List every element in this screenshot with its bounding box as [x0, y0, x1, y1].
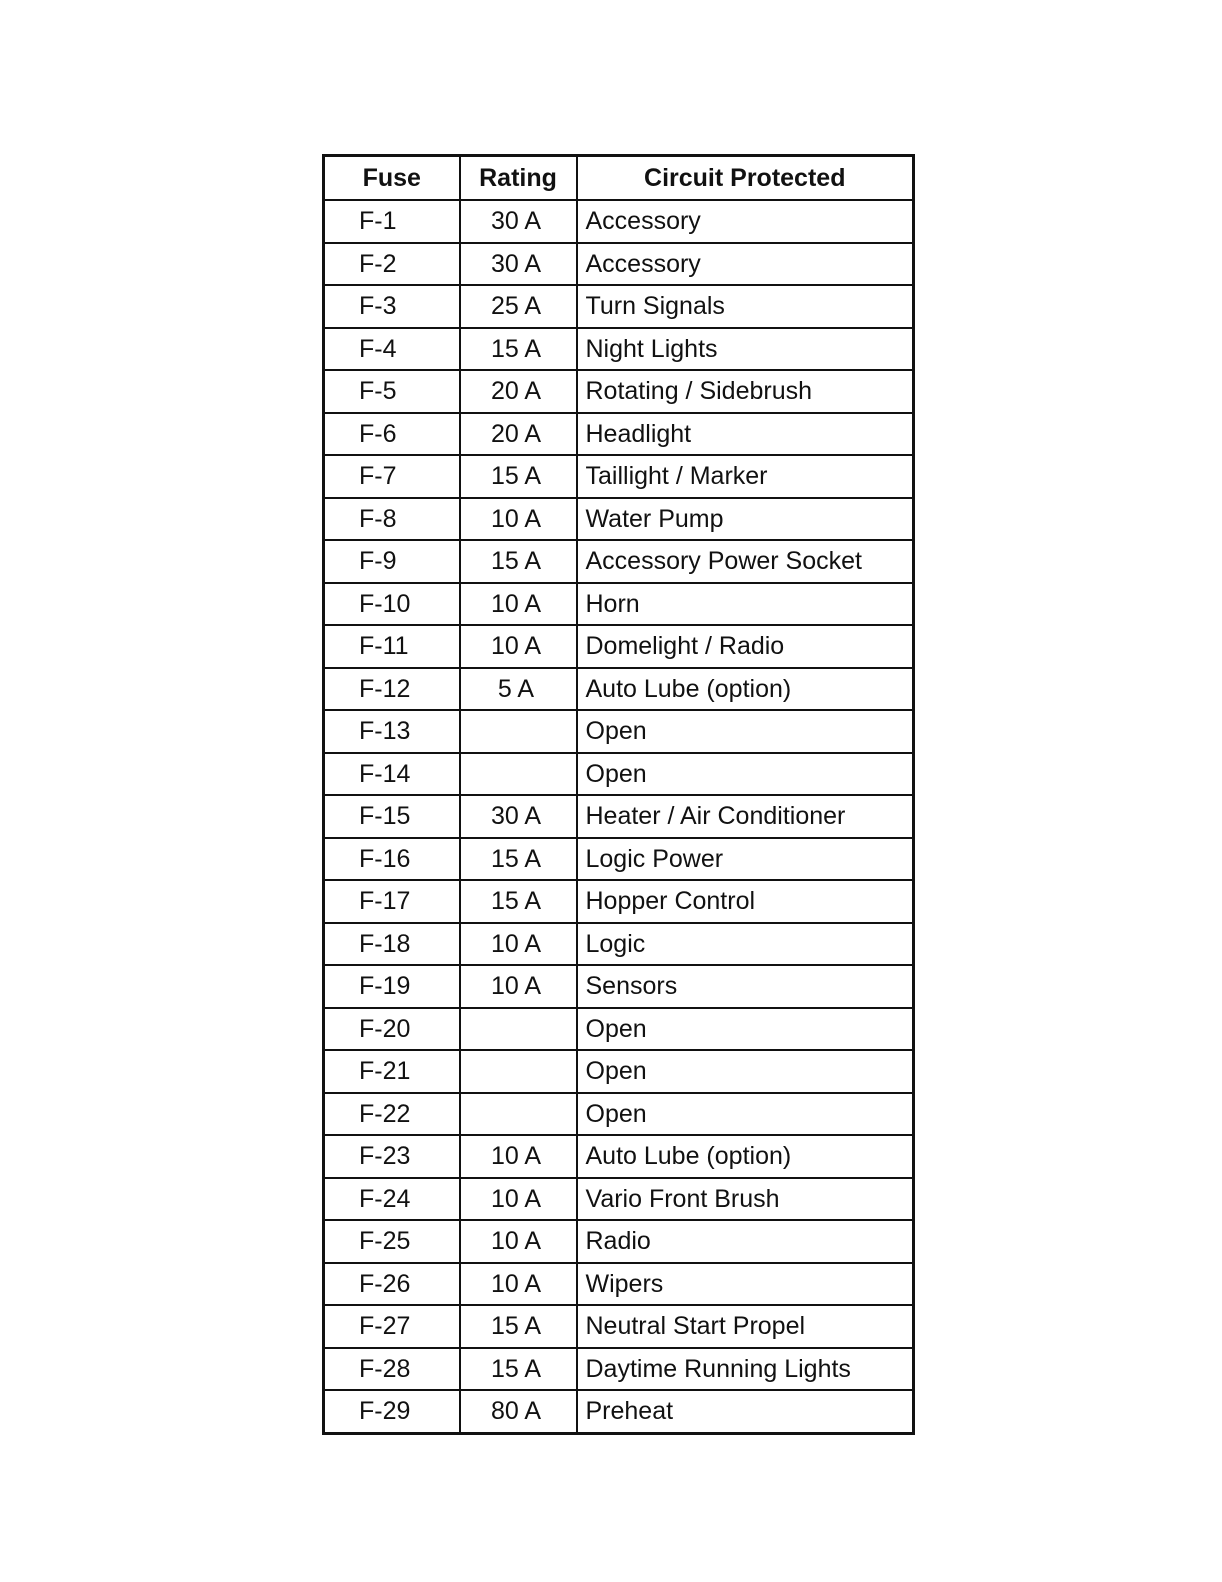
fuse-cell: F-4 [324, 328, 460, 371]
rating-cell: 10 A [460, 1178, 577, 1221]
fuse-cell: F-22 [324, 1093, 460, 1136]
circuit-cell: Open [577, 1050, 914, 1093]
circuit-cell: Night Lights [577, 328, 914, 371]
circuit-cell: Open [577, 710, 914, 753]
rating-cell: 20 A [460, 370, 577, 413]
circuit-cell: Taillight / Marker [577, 455, 914, 498]
table-row [324, 583, 914, 626]
rating-cell: 80 A [460, 1390, 577, 1433]
table-row [324, 243, 914, 286]
circuit-cell: Open [577, 1008, 914, 1051]
rating-cell: 10 A [460, 1135, 577, 1178]
circuit-cell: Open [577, 753, 914, 796]
table-row [324, 1263, 914, 1306]
fuse-cell: F-3 [324, 285, 460, 328]
circuit-cell: Accessory [577, 243, 914, 286]
fuse-cell: F-28 [324, 1348, 460, 1391]
rating-cell: 10 A [460, 965, 577, 1008]
table-row [324, 1305, 914, 1348]
fuse-cell: F-29 [324, 1390, 460, 1433]
rating-cell: 30 A [460, 200, 577, 243]
circuit-cell: Headlight [577, 413, 914, 456]
header-circuit-protected: Circuit Protected [577, 156, 914, 201]
circuit-cell: Heater / Air Conditioner [577, 795, 914, 838]
table-row [324, 880, 914, 923]
fuse-cell: F-27 [324, 1305, 460, 1348]
table-row [324, 795, 914, 838]
fuse-cell: F-15 [324, 795, 460, 838]
table-row [324, 413, 914, 456]
fuse-cell: F-10 [324, 583, 460, 626]
table-row [324, 668, 914, 711]
rating-cell: 10 A [460, 498, 577, 541]
circuit-cell: Daytime Running Lights [577, 1348, 914, 1391]
fuse-cell: F-23 [324, 1135, 460, 1178]
header-fuse: Fuse [324, 156, 460, 201]
table-row [324, 965, 914, 1008]
rating-cell: 10 A [460, 1263, 577, 1306]
fuse-cell: F-19 [324, 965, 460, 1008]
table-row [324, 1008, 914, 1051]
rating-cell: 15 A [460, 1348, 577, 1391]
circuit-cell: Water Pump [577, 498, 914, 541]
circuit-cell: Wipers [577, 1263, 914, 1306]
rating-cell [460, 1008, 577, 1051]
rating-cell [460, 710, 577, 753]
rating-cell: 25 A [460, 285, 577, 328]
fuse-cell: F-16 [324, 838, 460, 881]
rating-cell: 30 A [460, 795, 577, 838]
fuse-cell: F-1 [324, 200, 460, 243]
rating-cell [460, 1050, 577, 1093]
circuit-cell: Open [577, 1093, 914, 1136]
circuit-cell: Vario Front Brush [577, 1178, 914, 1221]
table-row [324, 838, 914, 881]
circuit-cell: Auto Lube (option) [577, 1135, 914, 1178]
rating-cell: 15 A [460, 880, 577, 923]
circuit-cell: Accessory Power Socket [577, 540, 914, 583]
rating-cell [460, 753, 577, 796]
fuse-cell: F-17 [324, 880, 460, 923]
table-row [324, 1390, 914, 1433]
rating-cell: 30 A [460, 243, 577, 286]
circuit-cell: Sensors [577, 965, 914, 1008]
table-row [324, 498, 914, 541]
header-rating: Rating [460, 156, 577, 201]
rating-cell: 10 A [460, 625, 577, 668]
table-row [324, 625, 914, 668]
fuse-cell: F-26 [324, 1263, 460, 1306]
table-header [324, 156, 914, 201]
table-row [324, 200, 914, 243]
fuse-cell: F-6 [324, 413, 460, 456]
circuit-cell: Turn Signals [577, 285, 914, 328]
rating-cell: 10 A [460, 583, 577, 626]
circuit-cell: Hopper Control [577, 880, 914, 923]
fuse-cell: F-7 [324, 455, 460, 498]
circuit-cell: Accessory [577, 200, 914, 243]
table-row [324, 328, 914, 371]
circuit-cell: Rotating / Sidebrush [577, 370, 914, 413]
circuit-cell: Logic Power [577, 838, 914, 881]
rating-cell: 15 A [460, 838, 577, 881]
circuit-cell: Auto Lube (option) [577, 668, 914, 711]
table-row [324, 753, 914, 796]
rating-cell: 15 A [460, 1305, 577, 1348]
circuit-cell: Radio [577, 1220, 914, 1263]
rating-cell: 15 A [460, 455, 577, 498]
rating-cell: 20 A [460, 413, 577, 456]
circuit-cell: Neutral Start Propel [577, 1305, 914, 1348]
table-row [324, 370, 914, 413]
circuit-cell: Logic [577, 923, 914, 966]
table-body [324, 200, 914, 1433]
table-row [324, 1348, 914, 1391]
fuse-cell: F-2 [324, 243, 460, 286]
table-row [324, 540, 914, 583]
rating-cell: 10 A [460, 923, 577, 966]
table-row [324, 285, 914, 328]
fuse-table [322, 154, 915, 1435]
table-row [324, 710, 914, 753]
circuit-cell: Horn [577, 583, 914, 626]
rating-cell: 10 A [460, 1220, 577, 1263]
fuse-cell: F-21 [324, 1050, 460, 1093]
fuse-cell: F-18 [324, 923, 460, 966]
rating-cell [460, 1093, 577, 1136]
rating-cell: 15 A [460, 328, 577, 371]
header-row [324, 156, 914, 201]
fuse-cell: F-11 [324, 625, 460, 668]
fuse-cell: F-12 [324, 668, 460, 711]
fuse-cell: F-8 [324, 498, 460, 541]
table-row [324, 1135, 914, 1178]
fuse-cell: F-14 [324, 753, 460, 796]
fuse-cell: F-13 [324, 710, 460, 753]
fuse-cell: F-25 [324, 1220, 460, 1263]
table-row [324, 1093, 914, 1136]
circuit-cell: Domelight / Radio [577, 625, 914, 668]
rating-cell: 15 A [460, 540, 577, 583]
table-row [324, 455, 914, 498]
table-row [324, 1178, 914, 1221]
rating-cell: 5 A [460, 668, 577, 711]
circuit-cell: Preheat [577, 1390, 914, 1433]
table-row [324, 1050, 914, 1093]
fuse-cell: F-9 [324, 540, 460, 583]
fuse-cell: F-5 [324, 370, 460, 413]
table-row [324, 923, 914, 966]
fuse-cell: F-20 [324, 1008, 460, 1051]
fuse-cell: F-24 [324, 1178, 460, 1221]
table-row [324, 1220, 914, 1263]
